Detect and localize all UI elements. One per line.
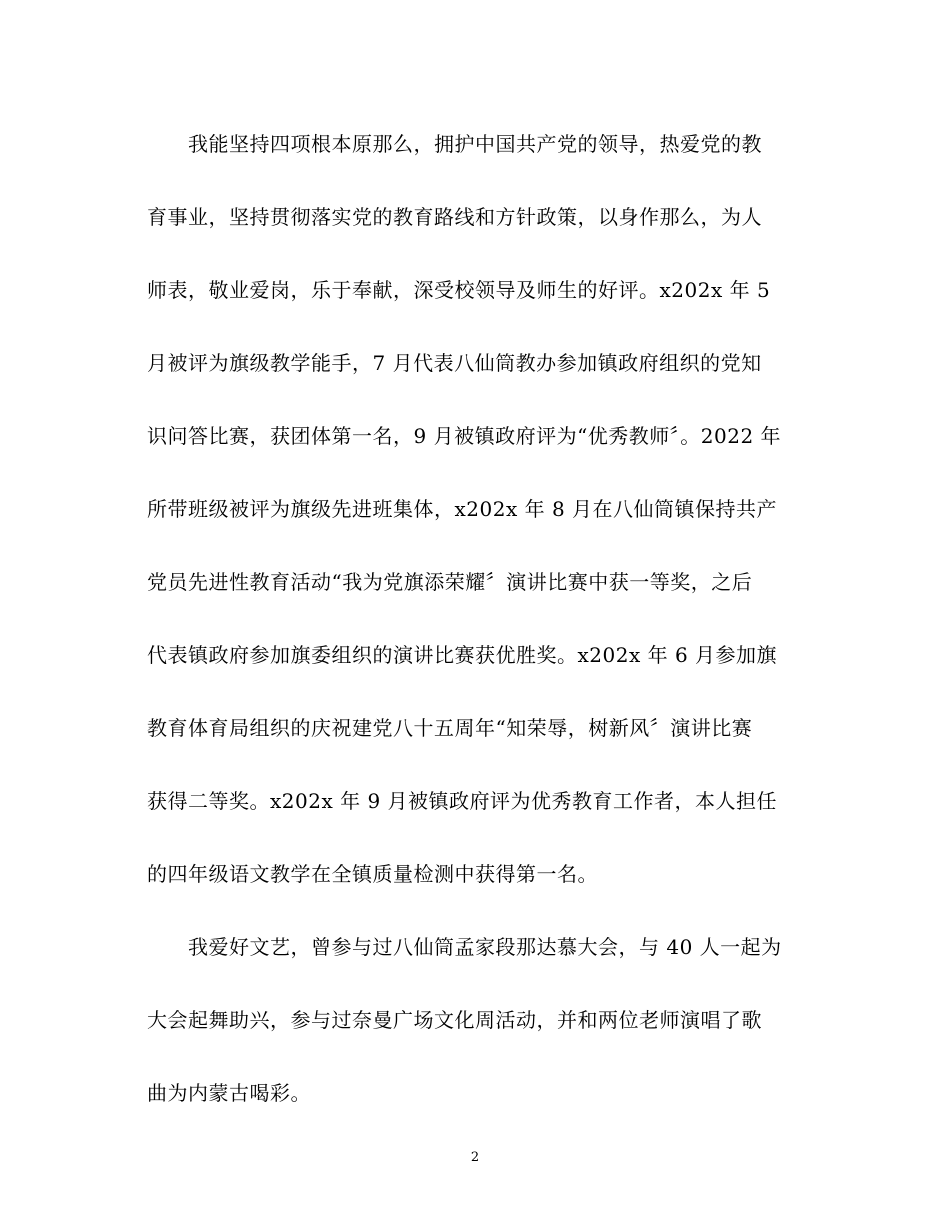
paragraph-line: 识问答比赛，获团体第一名，9 月被镇政府评为“优秀教师〞。2022 年 (147, 424, 782, 448)
paragraph-line: 大会起舞助兴，参与过奈曼广场文化周活动，并和两位老师演唱了歌 (147, 1008, 762, 1032)
paragraph-line: 我能坚持四项根本原那么，拥护中国共产党的领导，热爱党的教 (188, 132, 762, 156)
paragraph-line: 获得二等奖。x202x 年 9 月被镇政府评为优秀教育工作者，本人担任 (147, 789, 778, 813)
paragraph-line: 我爱好文艺，曾参与过八仙筒孟家段那达慕大会，与 40 人一起为 (188, 935, 782, 959)
paragraph-line: 师表，敬业爱岗，乐于奉献，深受校领导及师生的好评。x202x 年 5 (147, 278, 771, 302)
paragraph-line: 所带班级被评为旗级先进班集体，x202x 年 8 月在八仙筒镇保持共产 (147, 497, 778, 521)
paragraph-line: 代表镇政府参加旗委组织的演讲比赛获优胜奖。x202x 年 6 月参加旗 (147, 643, 778, 667)
paragraph-line: 育事业，坚持贯彻落实党的教育路线和方针政策，以身作那么，为人 (147, 205, 762, 229)
paragraph-line: 党员先进性教育活动“我为党旗添荣耀〞演讲比赛中获一等奖，之后 (147, 570, 753, 594)
paragraph-line: 教育体育局组织的庆祝建党八十五周年“知荣辱，树新风〞演讲比赛 (147, 716, 753, 740)
page-number: 2 (470, 1150, 480, 1165)
paragraph-line: 的四年级语文教学在全镇质量检测中获得第一名。 (147, 862, 598, 886)
paragraph-line: 月被评为旗级教学能手，7 月代表八仙筒教办参加镇政府组织的党知 (147, 351, 762, 375)
paragraph-line: 曲为内蒙古喝彩。 (147, 1081, 311, 1105)
